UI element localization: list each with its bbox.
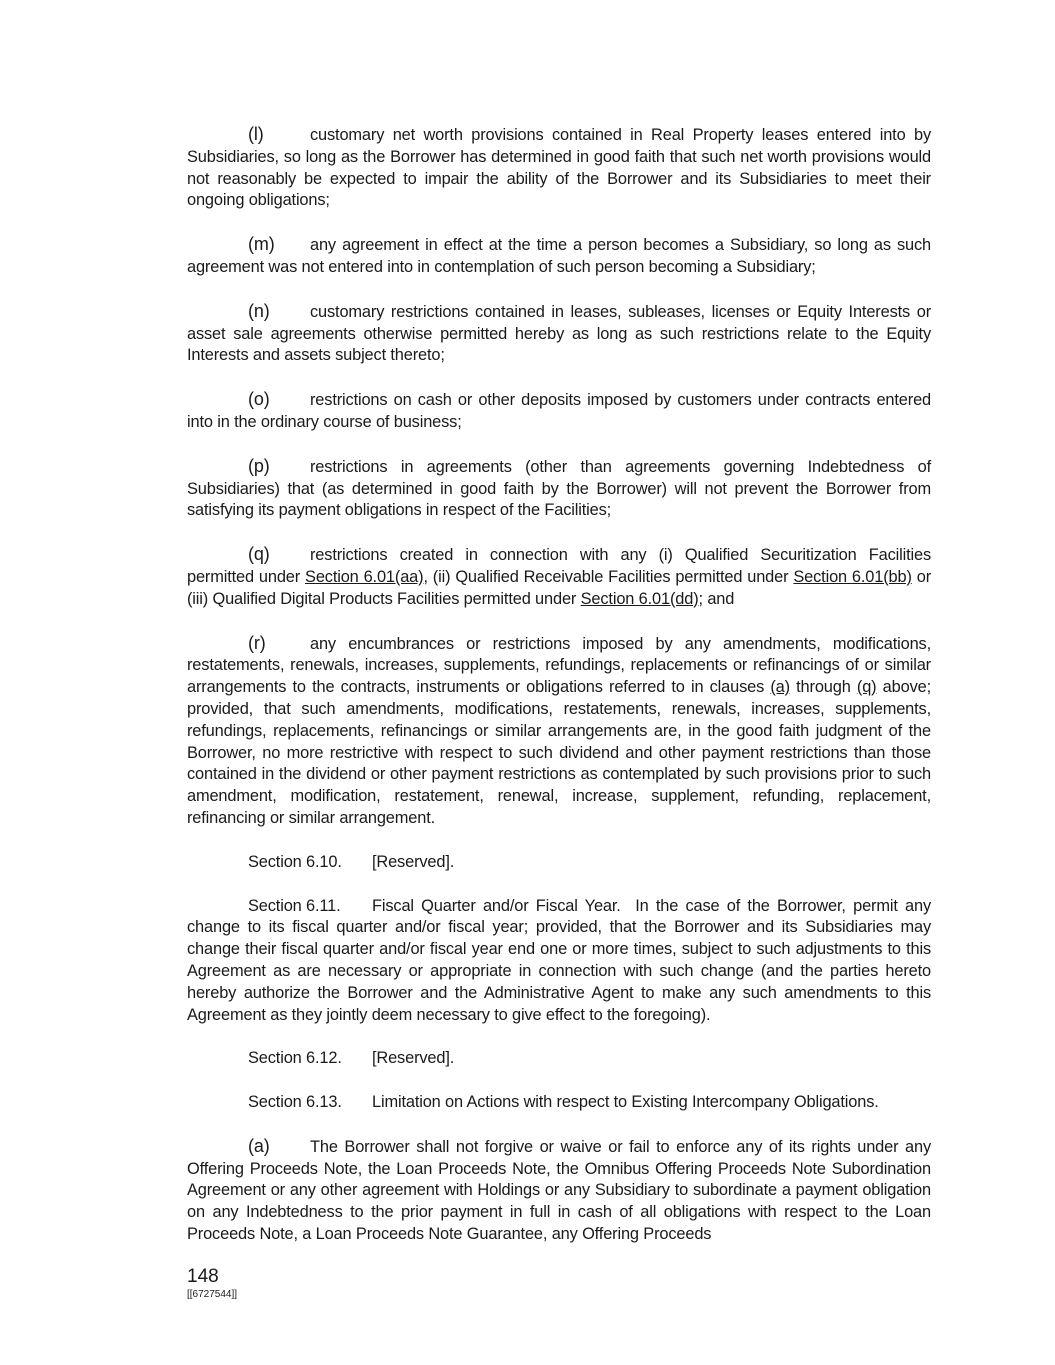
page-footer: [187, 1266, 237, 1302]
clause-label: (a): [248, 1135, 270, 1156]
clause-n: [187, 301, 931, 367]
section-number: Section 6.12.: [248, 1049, 342, 1068]
clause-q: [187, 544, 931, 610]
clause-o: [187, 389, 931, 434]
clause-text: restrictions on cash or other deposits imposed by customers under contracts entered into in the ordinary course of business;: [187, 391, 931, 431]
section-reference: Section 6.01(bb): [793, 567, 912, 586]
clause-a: [187, 1136, 931, 1246]
clause-l: [187, 124, 931, 212]
clause-label: (n): [248, 300, 270, 321]
section-text: In the case of the Borrower, permit any change to its fiscal quarter and/or fiscal year; provided, that the Borrower and its Subsidiaries may change their fiscal quarter and/or fiscal year end one or more times, subject to such adjustments to this Agreement as are necessary or appropriate in connection with such change (and the parties hereto hereby authorize the Borrower and the Administrative Agent to make any such amendments to this Agreement as they jointly deem necessary to give effect to the foregoing).: [187, 896, 931, 1024]
section-title: Fiscal Quarter and/or Fiscal Year.: [372, 896, 621, 915]
clause-text: ; and: [698, 589, 735, 608]
clause-label: (o): [248, 389, 270, 410]
section-number: Section 6.11.: [248, 896, 341, 915]
section-title: [Reserved].: [372, 852, 455, 871]
clause-reference: (q): [856, 678, 877, 697]
section-6-11: [187, 896, 931, 1027]
document-id: [[6727544]]: [187, 1289, 238, 1300]
section-number: Section 6.10.: [248, 852, 342, 871]
clause-text: or (iii) Qualified Digital Products Facilities permitted under: [187, 567, 932, 608]
clause-reference: (a): [770, 678, 790, 697]
section-6-10: [187, 852, 931, 874]
clause-text: , (ii) Qualified Receivable Facilities permitted under: [423, 567, 794, 586]
clause-label: (r): [248, 632, 266, 653]
clause-label: (p): [248, 455, 270, 476]
document-page: [187, 124, 931, 1268]
section-title: Limitation on Actions with respect to Existing Intercompany Obligations.: [372, 1093, 879, 1112]
section-reference: Section 6.01(dd): [580, 589, 699, 608]
clause-m: [187, 234, 931, 279]
clause-text: restrictions in agreements (other than agreements governing Indebtedness of Subsidiaries) that (as determined in good faith by the Borrower) will not prevent the Borrower from satisfying its payment obligations in respect of the Facilities;: [187, 457, 931, 520]
clause-text: The Borrower shall not forgive or waive or fail to enforce any of its rights under any Offering Proceeds Note, the Loan Proceeds Note, the Omnibus Offering Proceeds Note Subordination Agreement or any other agreement with Holdings or any Subsidiary to subordinate a payment obligation on any Indebtedness to the prior payment in full in cash of all obligations with respect to the Loan Proceeds Note, a Loan Proceeds Note Guarantee, any Offering Proceeds: [187, 1137, 931, 1244]
clause-text: restrictions created in connection with any (i) Qualified Securitization Facilities permitted under: [187, 546, 931, 586]
page-number: 148: [187, 1266, 219, 1287]
clause-label: (q): [248, 544, 270, 565]
clause-text: customary net worth provisions contained in Real Property leases entered into by Subsidiaries, so long as the Borrower has determined in good faith that such net worth provisions would not reasonably be expected to impair the ability of the Borrower and its Subsidiaries to meet their ongoing obligations;: [187, 126, 931, 210]
clause-text: customary restrictions contained in leases, subleases, licenses or Equity Interests or asset sale agreements otherwise permitted hereby as long as such restrictions relate to the Equity Interests and assets subject thereto;: [187, 302, 931, 365]
clause-label: (m): [248, 234, 275, 255]
section-reference: Section 6.01(aa): [305, 567, 424, 586]
clause-text: above; provided, that such amendments, modifications, restatements, renewals, increases, supplements, refundings, replacements, refinancings or similar arrangements are, in the good faith judgment of the Borrower, no more restrictive with respect to such dividend and other payment restrictions than those contained in the dividend or other payment restrictions as contemplated by such provisions prior to such amendment, modification, restatement, renewal, increase, supplement, refunding, replacement, refinancing or similar arrangement.: [187, 678, 931, 827]
clause-text: any agreement in effect at the time a person becomes a Subsidiary, so long as such agreement was not entered into in contemplation of such person becoming a Subsidiary;: [187, 236, 931, 276]
section-number: Section 6.13.: [248, 1093, 342, 1112]
section-6-13: [187, 1092, 931, 1114]
clause-text: any encumbrances or restrictions imposed by any amendments, modifications, restatements, renewals, increases, supplements, refundings, replacements or refinancings of or similar arrangements to the contracts, instruments or obligations referred to in clauses: [187, 634, 931, 697]
clause-label: (l): [248, 124, 264, 144]
clause-text: through: [789, 678, 857, 697]
section-title: [Reserved].: [372, 1049, 455, 1068]
clause-p: [187, 456, 931, 522]
clause-r: [187, 633, 931, 830]
section-6-12: [187, 1048, 931, 1070]
